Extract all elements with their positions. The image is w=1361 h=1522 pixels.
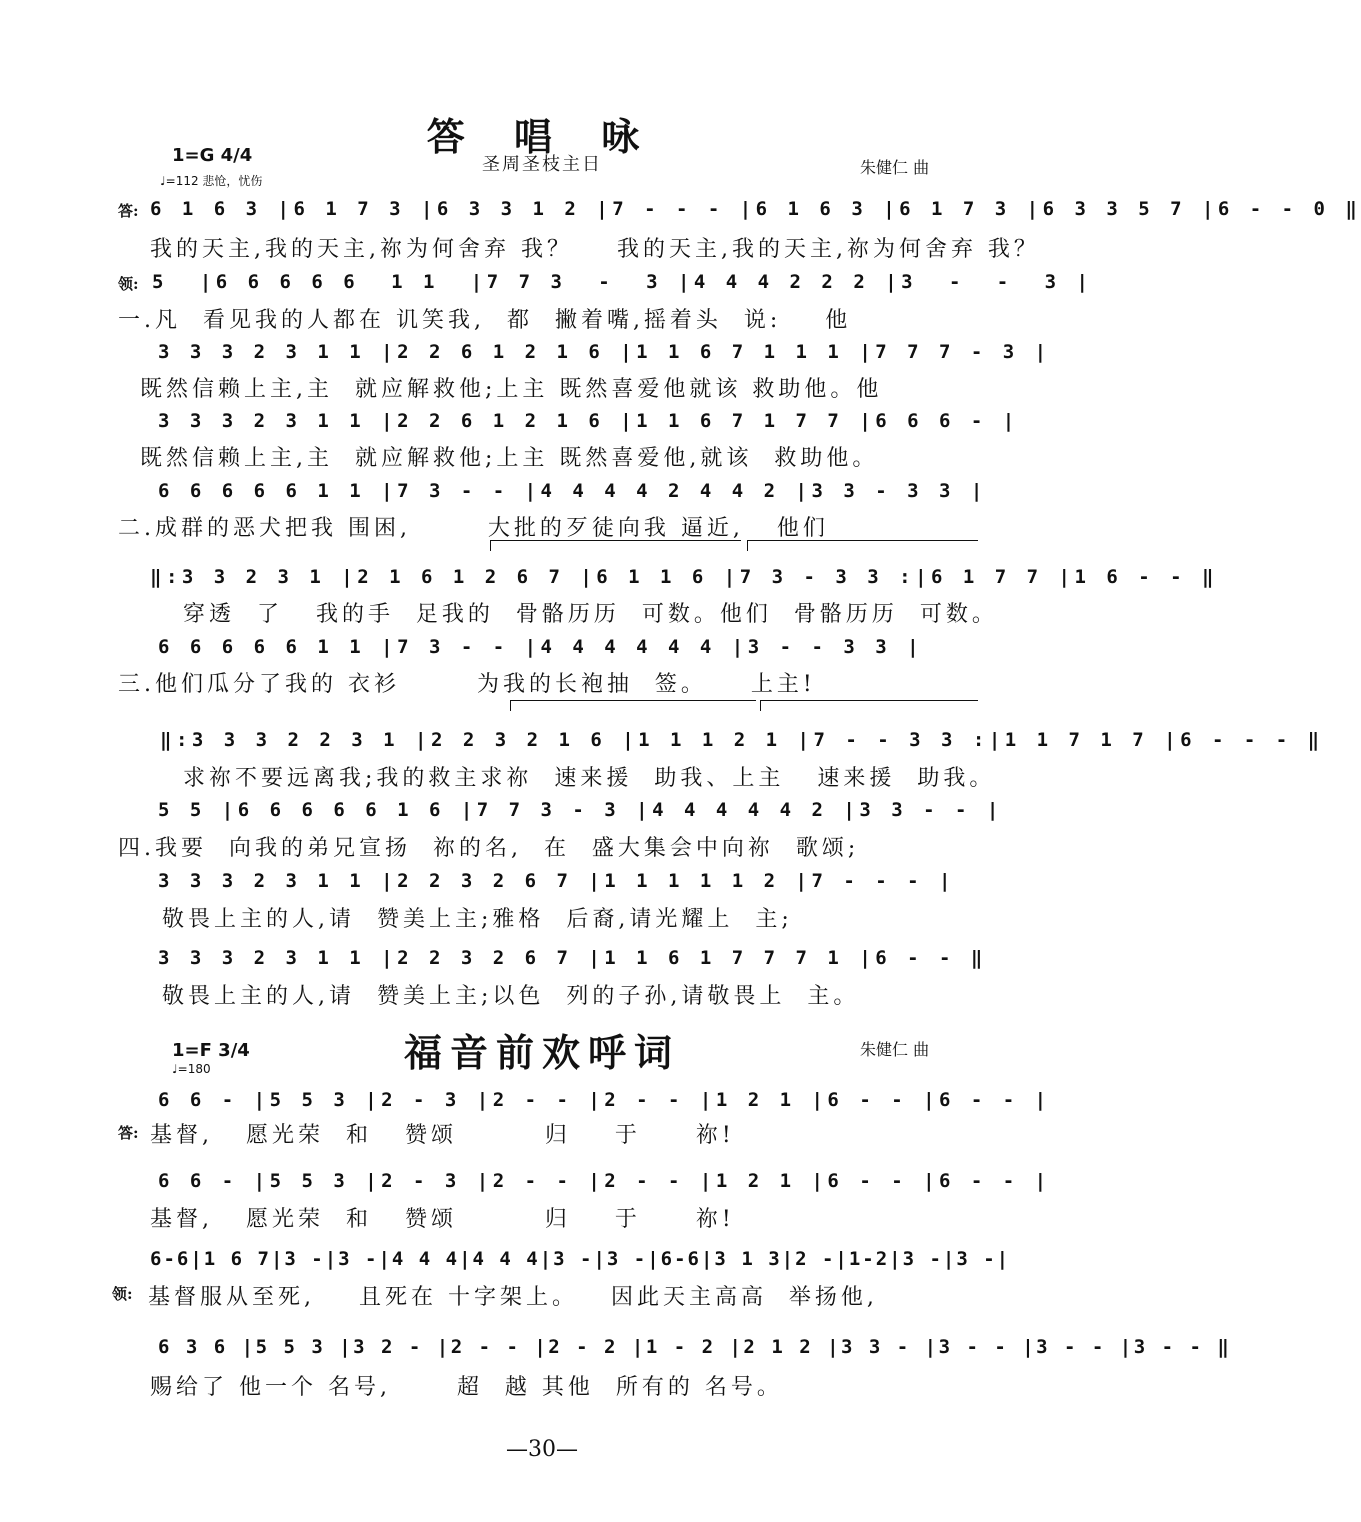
song2-composer: 朱健仁 曲	[860, 1040, 930, 1059]
notation-line: 6 6 6 6 6 1 1 |7 3 - - |4 4 4 4 4 4 |3 - - 3 3 |	[158, 636, 924, 658]
song1-subtitle: 圣周圣枝主日	[482, 154, 602, 175]
row-label: 领:	[118, 275, 139, 293]
lyrics-line: 基督, 愿光荣 和 赞颂 归 于 祢!	[150, 1207, 735, 1232]
song2-title: 福音前欢呼词	[403, 1030, 680, 1075]
lyrics-line: 四.我要 向我的弟兄宣扬 祢的名, 在 盛大集会中向祢 歌颂;	[118, 836, 860, 861]
lyrics-line: 既然信赖上主,主 就应解救他;上主 既然喜爱他,就该 救助他。	[140, 446, 879, 471]
notation-line: 3 3 3 2 3 1 1 |2 2 6 1 2 1 6 |1 1 6 7 1 1 1 |7 7 7 - 3 |	[158, 341, 1051, 363]
notation-line: 5 |6 6 6 6 6 1 1 |7 7 3 - 3 |4 4 4 2 2 2 |3 - - 3 |	[152, 271, 1093, 293]
song1-key-signature: 1=G 4/4	[172, 145, 253, 166]
notation-line: ‖:3 3 3 2 2 3 1 |2 2 3 2 1 6 |1 1 1 2 1 |7 - - 3 3 :|1 1 7 1 7 |6 - - - ‖	[160, 729, 1324, 751]
notation-line: 6 1 6 3 |6 1 7 3 |6 3 3 1 2 |7 - - - |6 1 6 3 |6 1 7 3 |6 3 3 5 7 |6 - - 0 ‖	[150, 198, 1361, 220]
lyrics-line: 赐给了 他一个 名号, 超 越 其他 所有的 名号。	[150, 1375, 783, 1400]
notation-line: 3 3 3 2 3 1 1 |2 2 6 1 2 1 6 |1 1 6 7 1 7 7 |6 6 6 - |	[158, 410, 1019, 432]
second-ending-bracket	[747, 540, 978, 551]
lyrics-line: 求祢不要远离我;我的救主求祢 速来援 助我、上主 速来援 助我。	[150, 766, 996, 791]
lyrics-line: 基督, 愿光荣 和 赞颂 归 于 祢!	[150, 1123, 735, 1148]
notation-line: 3 3 3 2 3 1 1 |2 2 3 2 6 7 |1 1 6 1 7 7 7 1 |6 - - ‖	[158, 947, 987, 969]
row-label: 答:	[118, 202, 139, 220]
row-label: 答:	[118, 1124, 139, 1142]
song1-title: 答 唱 咏	[426, 114, 658, 159]
lyrics-line: 我的天主,我的天主,祢为何舍弃 我？ 我的天主,我的天主,祢为何舍弃 我？	[150, 237, 1040, 262]
lyrics-line: 既然信赖上主,主 就应解救他;上主 既然喜爱他就该 救助他。他	[140, 377, 883, 402]
song1-composer: 朱健仁 曲	[860, 158, 930, 177]
notation-line: 6-6|1 6 7|3 -|3 -|4 4 4|4 4 4|3 -|3 -|6-6|3 1 3|2 -|1-2|3 -|3 -|	[150, 1248, 1011, 1270]
lyrics-line: 三.他们瓜分了我的 衣衫 为我的长袍抽 签。 上主!	[118, 672, 816, 697]
notation-line: 6 6 - |5 5 3 |2 - 3 |2 - - |2 - - |1 2 1 |6 - - |6 - - |	[158, 1170, 1051, 1192]
second-ending-bracket	[760, 700, 978, 711]
notation-line: 6 6 - |5 5 3 |2 - 3 |2 - - |2 - - |1 2 1 |6 - - |6 - - |	[158, 1089, 1051, 1111]
first-ending-bracket	[510, 700, 756, 711]
lyrics-line: 一.凡 看见我的人都在 讥笑我, 都 撇着嘴,摇着头 说: 他	[118, 308, 852, 333]
lyrics-line: 敬畏上主的人,请 赞美上主;以色 列的子孙,请敬畏上 主。	[140, 984, 860, 1009]
lyrics-line: 基督服从至死, 且死在 十字架上。 因此天主高高 举扬他,	[148, 1285, 878, 1310]
page-number: —30—	[506, 1437, 578, 1462]
lyrics-line: 穿透 了 我的手 足我的 骨骼历历 可数。他们 骨骼历历 可数。	[150, 602, 998, 627]
notation-line: 6 3 6 |5 5 3 |3 2 - |2 - - |2 - 2 |1 - 2 |2 1 2 |3 3 - |3 - - |3 - - |3 - - ‖	[158, 1336, 1232, 1358]
song2-tempo: ♩=180	[172, 1062, 211, 1076]
lyrics-line: 敬畏上主的人,请 赞美上主;雅格 后裔,请光耀上 主;	[140, 907, 793, 932]
row-label: 领:	[112, 1285, 133, 1303]
song2-key-signature: 1=F 3/4	[172, 1040, 250, 1061]
notation-line: 3 3 3 2 3 1 1 |2 2 3 2 6 7 |1 1 1 1 1 2 |7 - - - |	[158, 870, 955, 892]
notation-line: 5 5 |6 6 6 6 6 1 6 |7 7 3 - 3 |4 4 4 4 4 2 |3 3 - - |	[158, 799, 1003, 821]
notation-line: 6 6 6 6 6 1 1 |7 3 - - |4 4 4 4 2 4 4 2 |3 3 - 3 3 |	[158, 480, 987, 502]
first-ending-bracket	[490, 540, 741, 551]
notation-line: ‖:3 3 2 3 1 |2 1 6 1 2 6 7 |6 1 1 6 |7 3 - 3 3 :|6 1 7 7 |1 6 - - ‖	[150, 566, 1218, 588]
song1-tempo: ♩=112 悲怆，忧伤	[160, 174, 263, 188]
lyrics-line: 二.成群的恶犬把我 围困, 大批的歹徒向我 逼近, 他们	[118, 516, 829, 541]
